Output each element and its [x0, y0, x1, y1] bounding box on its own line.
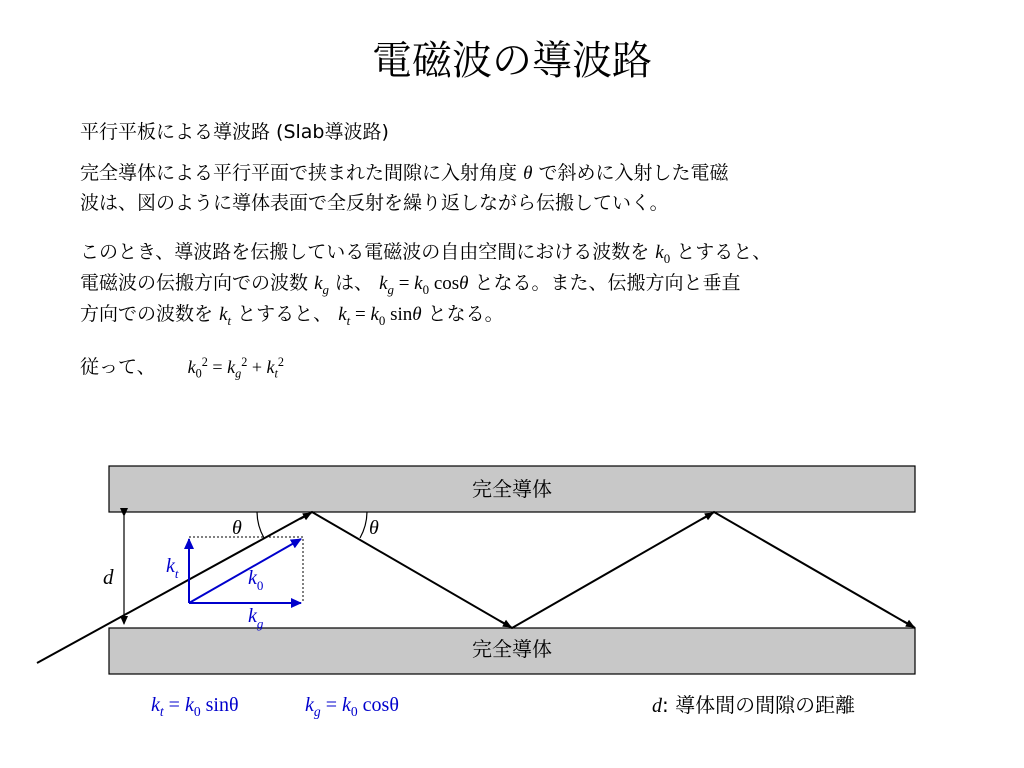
page-title: 電磁波の導波路 [372, 38, 652, 84]
text: となる。また、伝搬方向と垂直 [474, 272, 741, 294]
ray-arrowhead [500, 621, 511, 627]
gap-label-d: d [103, 565, 114, 589]
bottom-plate-label: 完全導体 [472, 637, 552, 661]
kg-formula: $k_g = k_0$ cosθ [379, 273, 469, 297]
ray-arrowhead [903, 621, 914, 627]
text: とすると、 [237, 303, 333, 325]
text: となる。 [427, 303, 504, 325]
kt-label: $k_t$ [166, 555, 179, 581]
top-plate-label: 完全導体 [472, 477, 552, 501]
text: は、 [335, 272, 374, 294]
text: 従って、 [80, 356, 156, 378]
text: このとき、導波路を伝搬している電磁波の自由空間における波数を [80, 241, 650, 263]
ray-arrowhead [300, 513, 311, 519]
wavenumber-relation: $k_0^2 = k_g^2 + k_t^2$ [187, 355, 285, 381]
kt-symbol: $k_t$ [219, 304, 232, 328]
subtitle: 平行平板による導波路 (Slab導波路) [80, 121, 389, 143]
angle-arc-right [360, 512, 367, 538]
theta-label-left: θ [232, 517, 242, 539]
angle-arc-left [257, 512, 264, 538]
paragraph-1-line-2: 波は、図のように導体表面で全反射を繰り返しながら伝搬していく。 [80, 192, 669, 214]
ray-arrowhead [702, 513, 713, 519]
theta-symbol: θ [523, 163, 533, 184]
kt-formula: $k_t = k_0$ sinθ [338, 304, 422, 328]
k0-label: $k_0$ [248, 567, 264, 593]
distance-note: d: 導体間の間隙の距離 [652, 693, 856, 717]
k0-symbol: $k_0$ [655, 242, 671, 266]
kg-formula-caption: $k_g = k_0$ cosθ [305, 694, 399, 719]
theta-label-right: θ [369, 517, 379, 539]
text: 電磁波の伝搬方向での波数 [80, 272, 309, 294]
text: 完全導体による平行平面で挟まれた間隙に入射角度 [80, 162, 518, 184]
text: とすると、 [676, 241, 772, 263]
kg-symbol: $k_g$ [314, 273, 329, 297]
kt-formula-caption: $k_t = k_0$ sinθ [151, 694, 239, 719]
text: で斜めに入射した電磁 [538, 162, 729, 184]
kg-label: $k_g$ [248, 605, 264, 631]
text: 方向での波数を [80, 303, 214, 325]
